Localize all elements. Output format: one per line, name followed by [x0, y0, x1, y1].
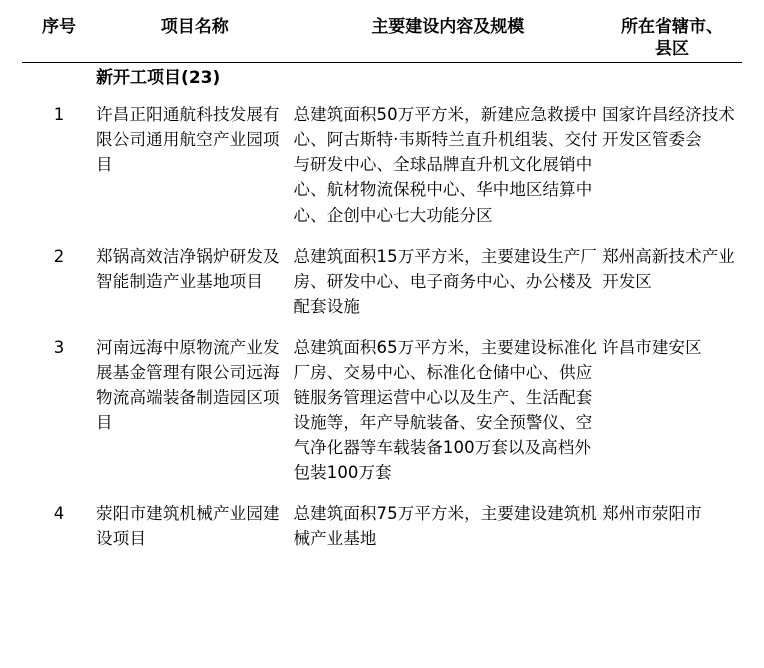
row-project-name: 许昌正阳通航科技发展有限公司通用航空产业园项目: [96, 105, 280, 175]
row-project-name: 河南远海中原物流产业发展基金管理有限公司远海物流高端装备制造园区项目: [96, 337, 280, 433]
table-row: [22, 487, 742, 553]
table-header-row: [22, 16, 742, 60]
table-row: [22, 230, 742, 321]
table-body: [22, 63, 742, 553]
table-row: [22, 321, 742, 487]
row-project-name: 郑锅高效洁净锅炉研发及智能制造产业基地项目: [96, 246, 280, 291]
table-header: [22, 16, 742, 63]
row-content: 总建筑面积65万平方米，主要建设标准化厂房、交易中心、标准化仓储中心、供应链服务管理运营中心以及生产、生活配套设施等，年产导航装备、安全预警仪、空气净化器等车载装备100万套以及高档外包装100万套: [293, 337, 597, 483]
column-header-name: 项目名称: [160, 17, 229, 37]
row-content: 总建筑面积50万平方米，新建应急救援中心、阿古斯特·韦斯特兰直升机组装、交付与研发中心、全球品牌直升机文化展销中心、航材物流保税中心、华中地区结算中心、企创中心七大功能分区: [293, 105, 598, 225]
row-region: 郑州市荥阳市: [602, 504, 702, 524]
row-seq: 3: [53, 337, 65, 357]
table-row: [22, 88, 742, 229]
row-seq: 2: [53, 246, 65, 266]
row-seq: 4: [53, 504, 65, 524]
row-region: 郑州高新技术产业开发区: [602, 246, 735, 291]
column-header-region-line2: 县区: [655, 39, 690, 60]
section-title: 新开工项目(23): [96, 68, 221, 89]
column-header-region-line1: 所在省辖市、: [621, 17, 724, 37]
row-region: 国家许昌经济技术开发区管委会: [602, 105, 735, 150]
row-seq: 1: [53, 105, 65, 125]
row-content: 总建筑面积15万平方米，主要建设生产厂房、研发中心、电子商务中心、办公楼及配套设施: [293, 246, 597, 316]
row-content: 总建筑面积75万平方米，主要建设建筑机械产业基地: [293, 504, 597, 549]
row-project-name: 荥阳市建筑机械产业园建设项目: [96, 504, 280, 549]
section-seq-cell: [22, 63, 96, 88]
column-header-seq: 序号: [42, 17, 77, 37]
column-header-region: [602, 16, 742, 60]
project-table: [22, 16, 742, 553]
row-region: 许昌市建安区: [602, 337, 702, 357]
section-row: [22, 63, 742, 88]
column-header-content: 主要建设内容及规模: [371, 17, 525, 37]
